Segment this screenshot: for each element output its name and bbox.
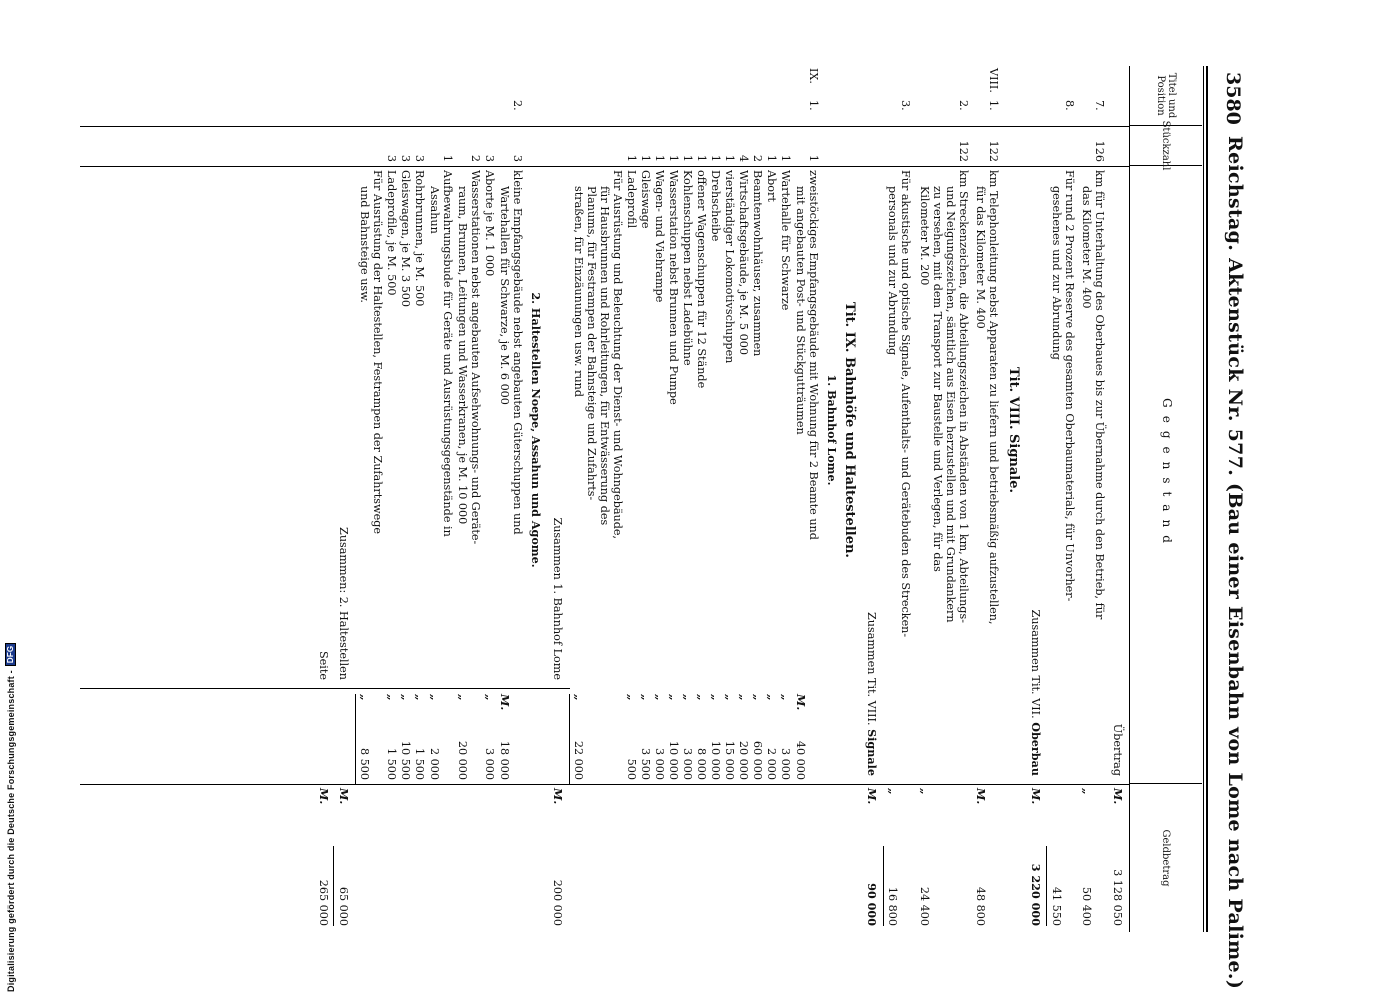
amount: „ 24 400 (918, 788, 932, 926)
header-rule (1206, 66, 1208, 932)
quantity: 1 (779, 154, 792, 162)
amount: „ 20 000 (737, 694, 751, 780)
dfg-logo: DFG (5, 643, 16, 667)
item-text: km für Unterhaltung des Oberbaues bis zur Übernahme durch den Betrieb, für das Kilometer M. 400 (1080, 170, 1106, 620)
sum-label: Zusammen 1. Bahnhof Lome (551, 517, 564, 680)
dfg-note: Digitalisierung gefördert durch die Deutsche Forschungsgemeinschaft - (5, 670, 16, 992)
item-text: Wirtschaftsgebäude, je M. 5 000 (737, 170, 750, 355)
header-rule-thin (1203, 66, 1204, 932)
sum-label: Zusammen Tit. VIII. Signale (865, 612, 879, 776)
sum-rule (333, 846, 334, 926)
page-number: 3580 (1222, 72, 1244, 125)
amount: „ 1 500 (413, 694, 427, 780)
column-headers (1129, 66, 1202, 932)
quantity: 1 (441, 154, 454, 162)
item-text: Für rund 2 Prozent Reserve des gesamten Oberbaumaterials, für Unvorher- gesehenes und zur Abrundung (1050, 170, 1076, 602)
quantity: 1 (625, 154, 638, 162)
amount: „ 50 400 (1080, 788, 1094, 926)
amount: „ 2 000 (428, 694, 442, 780)
amount: „ 60 000 (751, 694, 765, 780)
quantity: 3 (385, 154, 398, 162)
table-body (80, 66, 1130, 932)
amount: „ 1 500 (385, 694, 399, 780)
amount: „ 3 000 (779, 694, 793, 780)
item-text: Wagen- und Viehrampe (653, 170, 666, 303)
amount: „ 10 500 (399, 694, 413, 780)
item-text: km Telephonleitung nebst Apparaten zu liefern und betriebsmäßig aufzustellen, für das Kilometer M. 400 (974, 170, 1000, 625)
item-text: Aborte je M. 1 000 (483, 170, 496, 277)
position: 8. (1063, 100, 1076, 111)
col-geldbetrag: Geldbetrag (1160, 829, 1172, 887)
sum-rule (883, 846, 884, 926)
amount: 41 550 (1050, 886, 1063, 926)
amount: „ 15 000 (723, 694, 737, 780)
quantity: 1 (765, 154, 778, 162)
amount: „ 16 800 (886, 788, 900, 926)
position: 1. (807, 100, 820, 111)
item-text: Ladeprofile, je M. 500 (385, 170, 398, 296)
quantity: 3 (483, 154, 496, 162)
amount: „ 3 000 (483, 694, 497, 780)
item-text: Wasserstationen nebst angebauten Aufsehwohnungs- und Geräte- raum, Brunnen, Leitungen und Wasserkranen, je M. 10 000 (456, 170, 482, 545)
quantity: 1 (639, 154, 652, 162)
sum-rule (355, 694, 356, 784)
item-text: Drehscheibe (709, 170, 722, 242)
page-total-amount: M. 265 000 (317, 788, 331, 926)
subsection-heading: 1. Bahnhof Lome. (825, 374, 839, 486)
sum-amount: M. 3 220 000 (1029, 788, 1043, 926)
amount: „ 10 000 (667, 694, 681, 780)
sum-amount: M. 90 000 (865, 788, 879, 926)
section-heading: Tit. IX. Bahnhöfe und Haltestellen. (842, 302, 857, 558)
item-text: Wartehalle für Schwarze (779, 170, 792, 311)
sum-amount: M. 200 000 (551, 788, 565, 926)
quantity: 2 (469, 154, 482, 162)
amount: „ 3 000 (653, 694, 667, 780)
sum-label: Zusammen Tit. VII. Oberbau (1029, 609, 1043, 776)
quantity: 122 (987, 140, 1000, 162)
item-text: offener Wagenschuppen für 12 Stände (695, 170, 708, 389)
title-roman: VIII. (987, 68, 1000, 93)
amount: M. 18 000 (498, 694, 512, 780)
quantity: 3 (413, 154, 426, 162)
page-total-label: Seite (317, 651, 330, 680)
sum-label: Zusammen: 2. Haltestellen (337, 527, 350, 680)
quantity: 1 (667, 154, 680, 162)
quantity: 3 (511, 154, 524, 162)
amount: „ 3 000 (681, 694, 695, 780)
item-text: Kohlenschuppen nebst Ladebühne (681, 170, 694, 366)
quantity: 1 (695, 154, 708, 162)
page-header (1202, 66, 1258, 990)
item-text: vierständiger Lokomotivschuppen (723, 170, 736, 364)
item-text: km Streckenzeichen, die Abteilungszeichen in Abständen von 1 km, Abteilungs- und Neigungszeichen, sämtlich aus Eisen herzustellen und mit Grundankern zu versehen, mit dem Transport zur Baustelle und Verlegen, für das Kilometer M. 200 (918, 170, 970, 623)
quantity: 126 (1093, 140, 1106, 162)
quantity: 122 (957, 140, 970, 162)
quantity: 4 (737, 154, 750, 162)
amount: „ 3 500 (639, 694, 653, 780)
item-text: Für Ausrüstung und Beleuchtung der Dienst- und Wohngebäude, für Hausbrunnen und Rohrleitungen, für Entwässerung des Planums, für Festrampen der Bahnsteige und Zufahrts- straßen, für Einzäunungen usw. rund (572, 170, 624, 540)
amount: „ 8 000 (695, 694, 709, 780)
title-roman: IX. (807, 68, 820, 84)
position: 2. (957, 100, 970, 111)
carry-label: Übertrag (1111, 723, 1124, 776)
amount: M. 40 000 (794, 694, 808, 780)
item-text: Wasserstation nebst Brunnen und Pumpe (667, 170, 680, 405)
amount: „ 2 000 (765, 694, 779, 780)
col-divider (80, 688, 570, 689)
col-divider (80, 166, 1130, 167)
col-gegenstand: Gegenstand (1130, 166, 1202, 784)
quantity: 1 (723, 154, 736, 162)
amount: „ 8 500 (358, 694, 372, 780)
subsection-heading: 2. Haltestellen Noepe, Assahun und Agome. (529, 292, 543, 568)
amount: M. 48 800 (974, 788, 988, 926)
position: 7. (1093, 100, 1106, 111)
item-text: Gleiswagen, je M. 3 500 (399, 170, 412, 308)
document-page (80, 66, 1258, 990)
amount: „ 10 000 (709, 694, 723, 780)
col-divider (80, 784, 1130, 785)
item-text: Für Ausrüstung der Haltestellen, Festrampen der Zufahrtswege und Bahnsteige usw. (358, 170, 384, 534)
quantity: 1 (681, 154, 694, 162)
amount: „ 20 000 (456, 694, 470, 780)
item-text: Gleiswage (639, 170, 652, 229)
quantity: 2 (751, 154, 764, 162)
quantity: 1 (709, 154, 722, 162)
sum-amount: M. 65 000 (337, 788, 351, 926)
section-heading: Tit. VIII. Signale. (1006, 366, 1021, 494)
col-titel: Titel und Position (1130, 66, 1202, 126)
amount: „ 500 (625, 694, 639, 780)
position: 1. (987, 100, 1000, 111)
sum-rule (1046, 846, 1047, 926)
item-text: Aufbewahrungsbude für Geräte und Ausrüstungsgegenstände in Assahun (428, 170, 454, 537)
item-text: Beamtenwohnhäuser, zusammen (751, 170, 764, 357)
item-text: Abort (765, 170, 778, 202)
amount: „ 22 000 (572, 694, 586, 780)
quantity: 1 (653, 154, 666, 162)
sidebar-note (0, 0, 18, 1000)
sum-rule (569, 694, 570, 784)
quantity: 1 (807, 154, 820, 162)
item-text: kleine Empfangsgebäude nebst angebauten Güterschuppen und Wartehallen für Schwarze, je M. 6 000 (498, 170, 524, 535)
position: 3. (899, 100, 912, 111)
col-stueckzahl: Stückzahl (1130, 126, 1202, 166)
item-text: zweistöckiges Empfangsgebäude mit Wohnung für 2 Beamte und mit angebauten Post- und Stückgutträumen (794, 170, 820, 540)
item-text: Ladeprofil (625, 170, 638, 229)
quantity: 3 (399, 154, 412, 162)
position: 2. (511, 100, 524, 111)
carry-amount: M. 3 128 050 (1111, 788, 1125, 926)
item-text: Rohrbrunnen, je M. 500 (413, 170, 426, 307)
item-text: Für akustische und optische Signale, Aufenthalts- und Gerätebuden des Strecken- personals und zur Abrundung (886, 170, 912, 638)
page-title: Reichstag. Aktenstück Nr. 577. (Bau einer Eisenbahn von Lome nach Palime.) (1224, 136, 1246, 990)
col-divider (80, 126, 1130, 127)
